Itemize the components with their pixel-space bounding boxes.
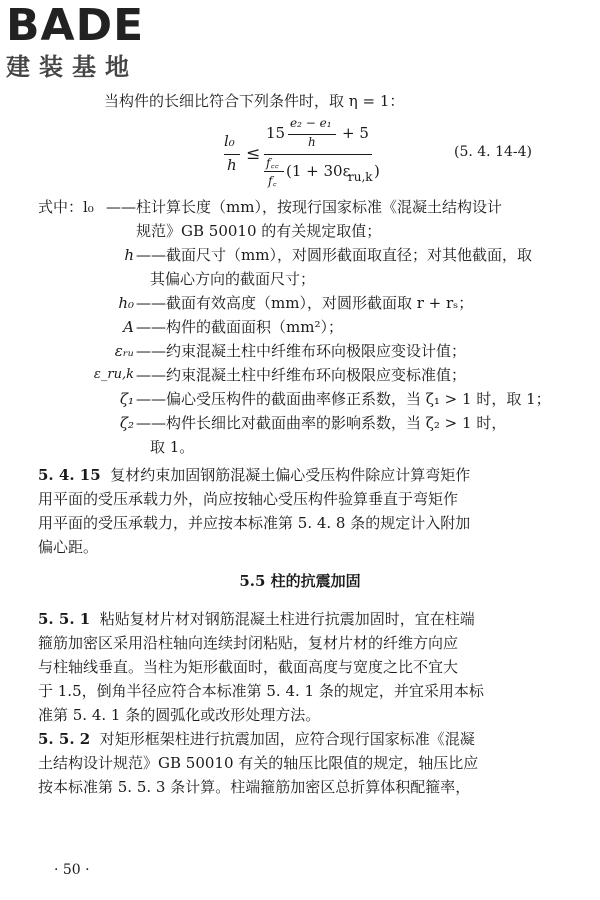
clause-5-5-1-line2: 箍筋加密区采用沿柱轴向连续封闭粘贴，复材片材的纤维方向应 [38, 634, 459, 652]
logo-word: BADE [6, 0, 145, 51]
def-h0-symbol: h₀ [118, 294, 134, 312]
formula-relation: ≤ [246, 144, 261, 164]
def-l0-symbol: 式中：l₀ [38, 198, 94, 216]
def-h-symbol: h [124, 246, 134, 264]
def-zeta2-cont: 取 1。 [150, 438, 195, 456]
logo-subtitle: 建装基地 [6, 53, 138, 81]
formula-den-frac-den: f꜀ [268, 174, 277, 188]
formula-lhs-bar [224, 154, 240, 155]
def-h0-text: ——截面有效高度（mm），对圆形截面取 r + rₛ； [136, 294, 474, 312]
formula-main-bar [264, 154, 372, 155]
formula-den-sub: ru,k [348, 170, 373, 184]
def-h-text: ——截面尺寸（mm），对圆形截面取直径；对其他截面，取 [136, 246, 532, 264]
clause-5-4-15-number: 5. 4. 15 [38, 466, 101, 484]
section-heading: 5.5 柱的抗震加固 [239, 572, 361, 590]
clause-5-5-2-line1: 对矩形框架柱进行抗震加固，应符合现行国家标准《混凝 [99, 730, 475, 748]
def-l0-text: ——柱计算长度（mm），按现行国家标准《混凝土结构设计 [106, 198, 502, 216]
clause-5-5-2 [38, 728, 475, 750]
intro-text: 当构件的长细比符合下列条件时，取 η = 1： [104, 92, 405, 110]
clause-5-5-1-line5: 准第 5. 4. 1 条的圆弧化或改形处理方法。 [38, 706, 321, 724]
equation-number: (5. 4. 14-4) [454, 144, 532, 160]
def-eru-symbol: εᵣᵤ [114, 342, 134, 360]
formula-den-tail: (1 + 30ε [286, 162, 351, 180]
def-zeta2-symbol: ζ₂ [119, 414, 134, 432]
def-h-cont: 其偏心方向的截面尺寸； [150, 270, 316, 288]
def-zeta2-text: ——构件长细比对截面曲率的影响系数，当 ζ₂ > 1 时， [136, 414, 507, 432]
clause-5-5-2-number: 5. 5. 2 [38, 730, 91, 748]
clause-5-5-2-line3: 按本标准第 5. 5. 3 条计算。柱端箍筋加密区总折算体积配箍率， [38, 778, 471, 796]
clause-5-4-15-line1: 复材约束加固钢筋混凝土偏心受压构件除应计算弯矩作 [110, 466, 471, 484]
clause-5-5-2-line2: 土结构设计规范》GB 50010 有关的轴压比限值的规定，轴压比应 [38, 754, 479, 772]
def-zeta1-text: ——偏心受压构件的截面曲率修正系数，当 ζ₁ > 1 时，取 1； [136, 390, 551, 408]
formula-num-b: + 5 [342, 124, 369, 142]
formula-num-frac-num: e₂ − e₁ [290, 116, 332, 130]
clause-5-5-1 [38, 608, 475, 630]
def-eruk-symbol: ε_ru,k [93, 367, 134, 382]
clause-5-5-1-number: 5. 5. 1 [38, 610, 91, 628]
logo [6, 0, 186, 81]
clause-5-5-1-line4: 于 1.5，倒角半径应符合本标准第 5. 4. 1 条的规定，并宜采用本标 [38, 682, 484, 700]
def-eru-text: ——约束混凝土柱中纤维布环向极限应变设计值； [136, 342, 467, 360]
formula-den-frac-num: f꜀꜀ [266, 156, 279, 170]
def-l0-cont: 规范》GB 50010 的有关规定取值； [136, 222, 382, 240]
def-a-symbol: A [123, 318, 134, 336]
page-number: · 50 · [54, 862, 90, 878]
formula-lhs-den: h [227, 156, 237, 174]
clause-5-5-1-line1: 粘贴复材片材对钢筋混凝土柱进行抗震加固时，宜在柱端 [99, 610, 475, 628]
def-a-text: ——构件的截面面积（mm²）； [136, 318, 343, 336]
clause-5-4-15-line4: 偏心距。 [38, 538, 99, 556]
formula-num-frac-den: h [308, 135, 316, 149]
formula-den-close: ) [374, 162, 380, 180]
clause-5-4-15-line2: 用平面的受压承载力外，尚应按轴心受压构件验算垂直于弯矩作 [38, 490, 459, 508]
formula-5-4-14-4 [224, 116, 464, 190]
clause-5-4-15-line3: 用平面的受压承载力，并应按本标准第 5. 4. 8 条的规定计入附加 [38, 514, 471, 532]
formula-lhs-num: l₀ [224, 132, 235, 150]
clause-5-4-15 [38, 464, 470, 486]
def-zeta1-symbol: ζ₁ [119, 390, 134, 408]
def-eruk-text: ——约束混凝土柱中纤维布环向极限应变标准值； [136, 366, 467, 384]
formula-num-a: 15 [266, 124, 286, 142]
clause-5-5-1-line3: 与柱轴线垂直。当柱为矩形截面时，截面高度与宽度之比不宜大 [38, 658, 459, 676]
